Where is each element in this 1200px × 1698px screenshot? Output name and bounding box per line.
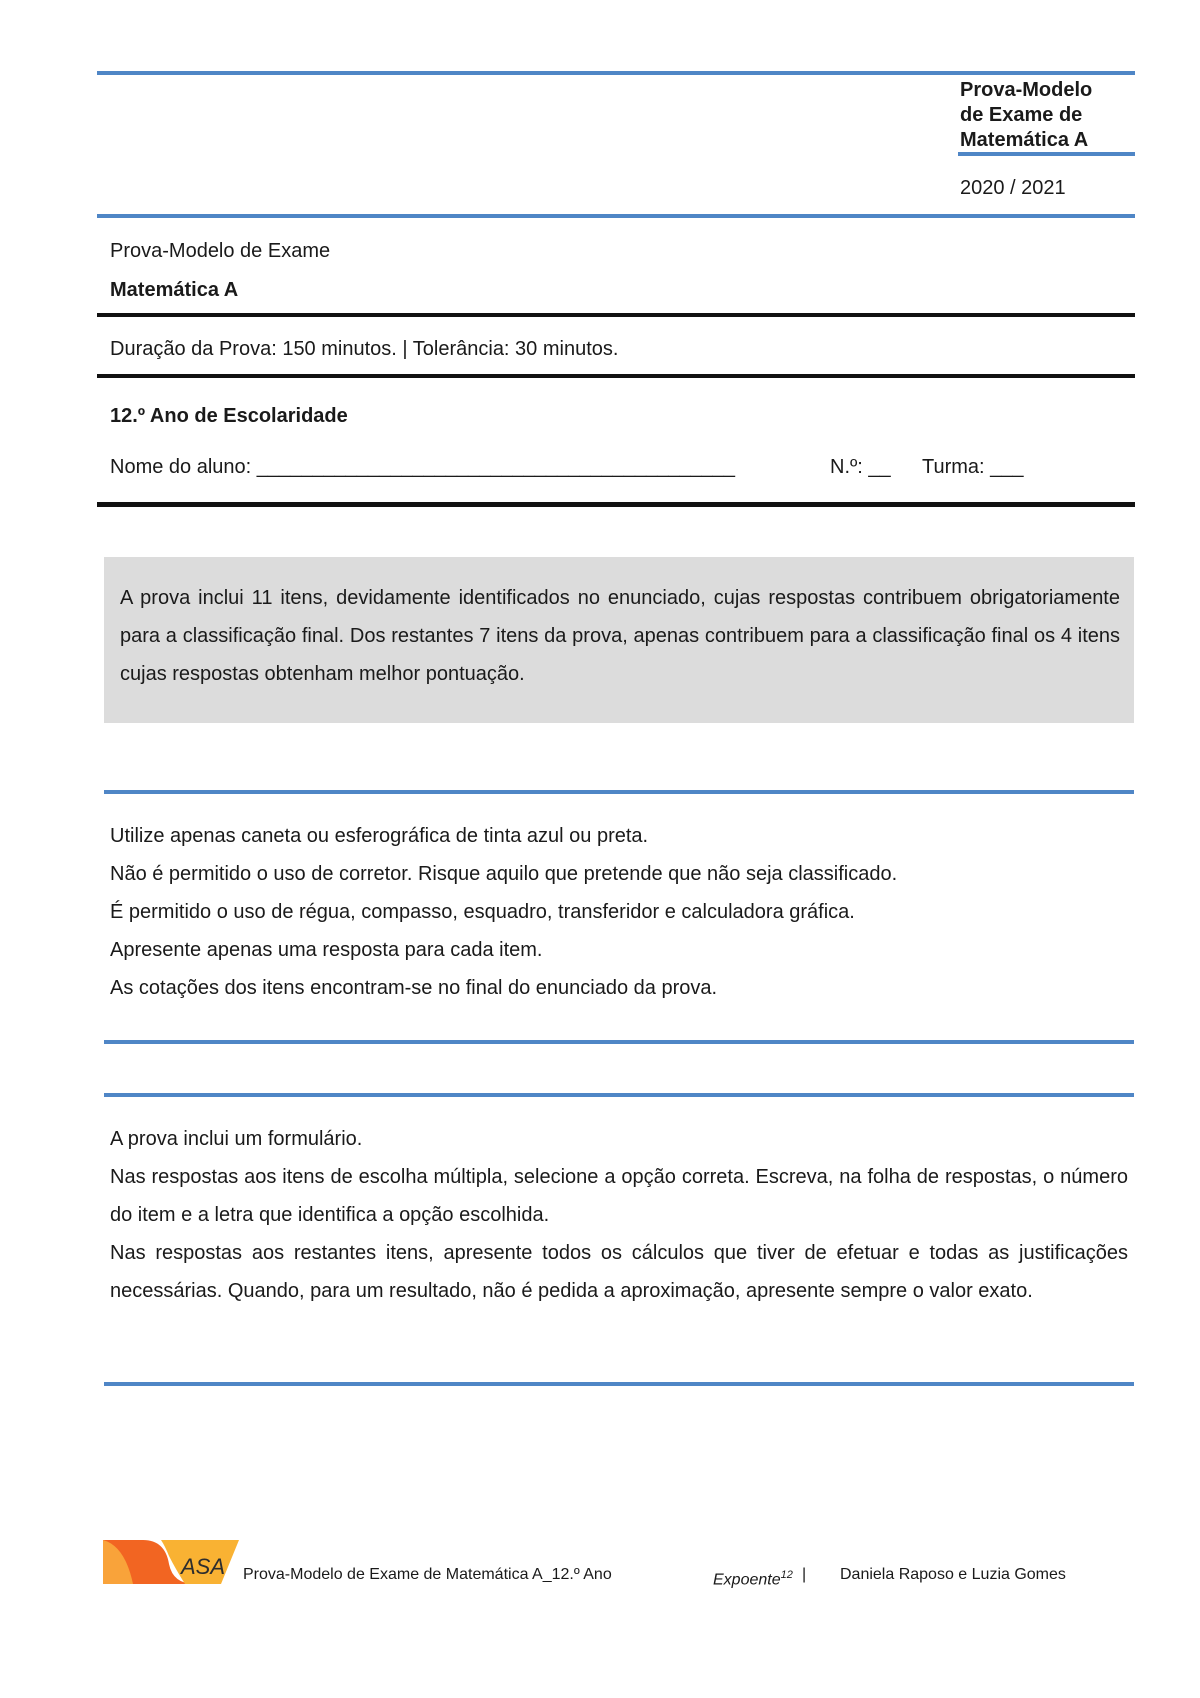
class-label: Turma: ___: [922, 456, 1024, 478]
rule-item: É permitido o uso de régua, compasso, esquadro, transferidor e calculadora gráfica.: [110, 901, 855, 923]
instruction-item: Nas respostas aos itens de escolha múltipla, selecione a opção correta. Escreva, na folha de respostas, o número do item e a letra que identifica a opção escolhida.: [110, 1166, 1128, 1226]
notice-text: A prova inclui 11 itens, devidamente identificados no enunciado, cujas respostas contribuem obrigatoriamente para a classificação final. Dos restantes 7 itens da prova, apenas contribuem para a classificação final os 4 itens cujas respostas obtenham melhor pontuação.: [120, 587, 1120, 685]
rule-item: Utilize apenas caneta ou esferográfica de tinta azul ou preta.: [110, 825, 649, 847]
logo-graphic: [103, 1538, 239, 1586]
footer-series-name: Expoente: [713, 1571, 781, 1589]
publisher-logo: [103, 1538, 239, 1586]
header-bottom-rule: [97, 214, 1135, 218]
section-rule: [104, 1093, 1134, 1097]
instructions-list: [110, 1120, 1128, 1310]
footer-series: [713, 1565, 793, 1590]
footer-series-sup: 12: [780, 1569, 793, 1581]
header-title-line: Matemática A: [960, 129, 1089, 151]
rules-list: [110, 817, 1130, 1007]
instruction-item: Nas respostas aos restantes itens, apresente todos os cálculos que tiver de efetuar e todas as justificações necessárias. Quando, para um resultado, não é pedida a aproximação, apresente sempre o valor exato.: [110, 1242, 1128, 1302]
section-rule: [104, 790, 1134, 794]
exam-subtitle: Prova-Modelo de Exame: [110, 240, 331, 262]
grade-level: 12.º Ano de Escolaridade: [110, 405, 348, 427]
top-rule: [97, 71, 1135, 75]
divider: [97, 374, 1135, 378]
exam-subject: Matemática A: [110, 279, 239, 301]
header-title-rule: [958, 152, 1135, 156]
footer-separator: |: [802, 1566, 807, 1583]
student-number-label: N.º: __: [830, 456, 891, 478]
exam-duration: Duração da Prova: 150 minutos. | Tolerância: 30 minutos.: [110, 338, 619, 360]
instruction-item: A prova inclui um formulário.: [110, 1128, 363, 1150]
rule-item: As cotações dos itens encontram-se no final do enunciado da prova.: [110, 977, 718, 999]
footer-document: Prova-Modelo de Exame de Matemática A_12.º Ano: [243, 1566, 612, 1583]
section-rule: [104, 1382, 1134, 1386]
logo-text: ASA: [181, 1554, 226, 1579]
rule-item: Apresente apenas uma resposta para cada item.: [110, 939, 543, 961]
notice-box: [104, 557, 1134, 723]
divider: [97, 313, 1135, 317]
header-title-line: de Exame de: [960, 104, 1083, 126]
rule-item: Não é permitido o uso de corretor. Risque aquilo que pretende que não seja classificado.: [110, 863, 898, 885]
student-name-label: Nome do aluno: ___________________________________________: [110, 456, 736, 478]
school-year: 2020 / 2021: [960, 177, 1066, 199]
footer-authors: Daniela Raposo e Luzia Gomes: [840, 1566, 1066, 1583]
section-rule: [104, 1040, 1134, 1044]
header-title-line: Prova-Modelo: [960, 79, 1093, 101]
divider: [97, 502, 1135, 507]
header-title: [960, 78, 1092, 153]
